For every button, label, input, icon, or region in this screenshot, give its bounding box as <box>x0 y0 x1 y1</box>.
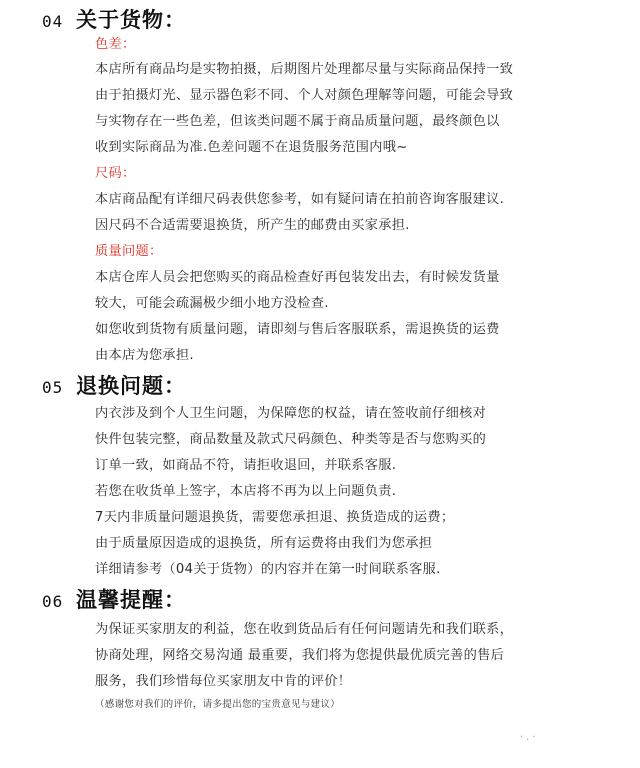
returns-line: 若您在收货单上签字，本店将不再为以上问题负责. <box>95 484 397 499</box>
section-04-heading <box>42 4 186 34</box>
section-04-title: 关于货物： <box>76 8 186 32</box>
returns-line: 快件包装完整，商品数量及款式尺码颜色、种类等是否与您购买的 <box>95 432 487 447</box>
reminder-note: （感谢您对我们的评价，请多提出您的宝贵意见与建议） <box>95 699 341 710</box>
size-line: 因尺码不合适需要退换货，所产生的邮费由买家承担. <box>95 218 410 233</box>
color-diff-line: 与实物存在一些色差，但该类问题不属于商品质量问题，最终颜色以 <box>95 114 500 129</box>
color-diff-line: 收到实际商品为准.色差问题不在退货服务范围内哦~ <box>95 140 408 155</box>
quality-line: 本店仓库人员会把您购买的商品检查好再包装发出去，有时候发货量 <box>95 270 500 285</box>
size-line: 本店商品配有详细尺码表供您参考，如有疑问请在拍前咨询客服建议. <box>95 192 505 207</box>
reminder-line: 为保证买家朋友的利益，您在收到货品后有任何问题请先和我们联系， <box>95 622 514 637</box>
quality-line: 较大，可能会疏漏极少细小地方没检查. <box>95 296 329 311</box>
section-05-number: 05 <box>42 378 64 397</box>
color-diff-line: 本店所有商品均是实物拍摄，后期图片处理都尽量与实际商品保持一致 <box>95 62 514 77</box>
color-diff-label: 色差： <box>95 37 136 52</box>
decorative-dots: ·.· <box>520 732 539 743</box>
section-04-number: 04 <box>42 12 64 31</box>
reminder-line: 协商处理，网络交易沟通 最重要，我们将为您提供最优质完善的售后 <box>95 648 505 663</box>
returns-line: 详细请参考（04关于货物）的内容并在第一时间联系客服. <box>95 562 441 577</box>
returns-line: 订单一致，如商品不符，请拒收退回，并联系客服. <box>95 458 397 473</box>
section-06-number: 06 <box>42 592 64 611</box>
returns-line: 7天内非质量问题退换货，需要您承担退、换货造成的运费； <box>95 510 455 525</box>
returns-line: 内衣涉及到个人卫生问题，为保障您的权益，请在签收前仔细核对 <box>95 406 487 421</box>
section-06-heading <box>42 584 186 614</box>
size-label: 尺码： <box>95 166 136 181</box>
section-05-title: 退换问题： <box>76 374 186 398</box>
section-06-title: 温馨提醒： <box>76 588 186 612</box>
color-diff-line: 由于拍摄灯光、显示器色彩不同、个人对颜色理解等问题，可能会导致 <box>95 88 514 103</box>
section-05-heading <box>42 370 186 400</box>
quality-label: 质量问题： <box>95 244 163 259</box>
quality-line: 如您收到货物有质量问题，请即刻与售后客服联系，需退换货的运费 <box>95 322 500 337</box>
returns-line: 由于质量原因造成的退换货，所有运费将由我们为您承担 <box>95 536 433 551</box>
reminder-line: 服务，我们珍惜每位买家朋友中肯的评价！ <box>95 674 352 689</box>
quality-line: 由本店为您承担. <box>95 348 194 363</box>
